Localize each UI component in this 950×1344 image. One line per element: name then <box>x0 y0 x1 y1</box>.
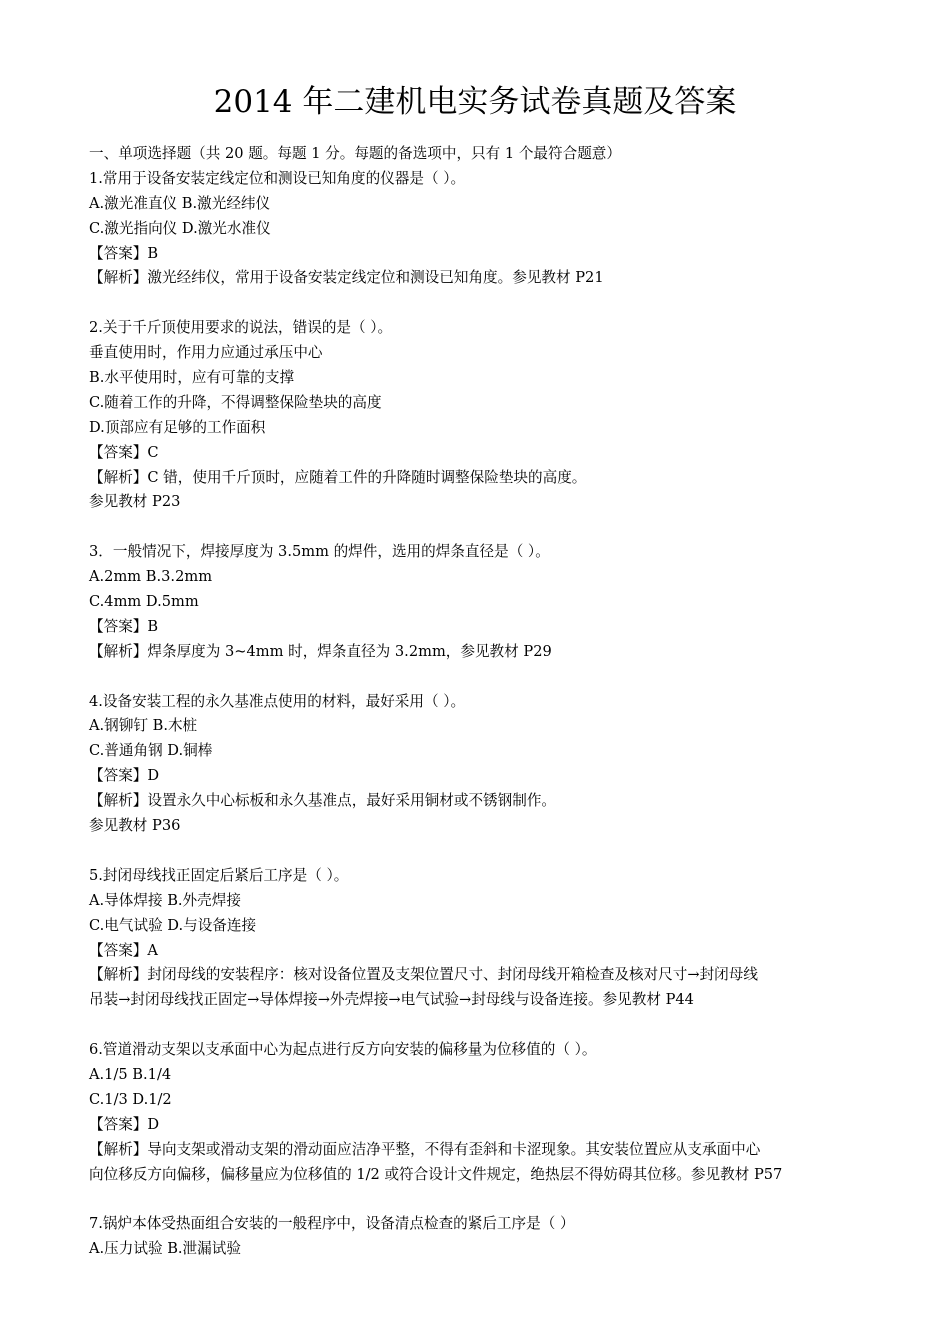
question-stem: 2.关于千斤顶使用要求的说法，错误的是（ ）。 <box>89 319 393 337</box>
question-answer: 【答案】A <box>89 941 158 959</box>
spacer <box>89 839 869 864</box>
question-options: A.2mm B.3.2mm <box>89 568 213 586</box>
spacer <box>89 515 869 540</box>
document-title: 2014 年二建机电实务试卷真题及答案 <box>213 84 737 120</box>
question-stem: 7.锅炉本体受热面组合安装的一般程序中，设备清点检查的紧后工序是（ ） <box>89 1215 575 1233</box>
document-body <box>89 142 869 1262</box>
question-stem: 4.设备安装工程的永久基准点使用的材料，最好采用（ ）。 <box>89 692 466 710</box>
question-stem: 1.常用于设备安装定线定位和测设已知角度的仪器是（ ）。 <box>89 169 466 187</box>
question-5 <box>89 864 869 1013</box>
question-4 <box>89 690 869 839</box>
question-options: A.压力试验 B.泄漏试验 <box>89 1240 241 1258</box>
question-7 <box>89 1212 869 1262</box>
section-header: 一、单项选择题（共 20 题。每题 1 分。每题的备选项中，只有 1 个最符合题意） <box>89 145 621 162</box>
spacer <box>89 1013 869 1038</box>
question-options: C.随着工作的升降，不得调整保险垫块的高度 <box>89 393 382 411</box>
question-explanation: 【解析】封闭母线的安装程序：核对设备位置及支架位置尺寸、封闭母线开箱检查及核对尺寸→封闭母线 <box>89 966 758 984</box>
question-explanation-continued: 向位移反方向偏移，偏移量应为位移值的 1/2 或符合设计文件规定，绝热层不得妨碍其位移。参见教材 P57 <box>89 1165 783 1183</box>
question-options: D.顶部应有足够的工作面积 <box>89 418 266 436</box>
question-reference: 参见教材 P36 <box>89 817 181 835</box>
question-stem: 3．一般情况下，焊接厚度为 3.5mm 的焊件，选用的焊条直径是（ ）。 <box>89 543 550 561</box>
question-options: C.普通角钢 D.铜棒 <box>89 742 213 760</box>
question-answer: 【答案】D <box>89 767 160 785</box>
question-options: C.电气试验 D.与设备连接 <box>89 916 257 934</box>
question-explanation: 【解析】C 错，使用千斤顶时，应随着工件的升降随时调整保险垫块的高度。 <box>89 468 587 486</box>
question-answer: 【答案】B <box>89 244 159 262</box>
question-6 <box>89 1038 869 1187</box>
question-stem: 6.管道滑动支架以支承面中心为起点进行反方向安装的偏移量为位移值的（ ）。 <box>89 1041 597 1059</box>
question-answer: 【答案】C <box>89 443 159 461</box>
question-reference: 参见教材 P23 <box>89 493 181 511</box>
question-answer: 【答案】D <box>89 1115 160 1133</box>
spacer <box>89 291 869 316</box>
question-explanation: 【解析】激光经纬仪，常用于设备安装定线定位和测设已知角度。参见教材 P21 <box>89 269 604 287</box>
question-3 <box>89 540 869 664</box>
question-options: A.钢铆钉 B.木桩 <box>89 717 198 735</box>
question-2 <box>89 316 869 515</box>
question-explanation: 【解析】焊条厚度为 3~4mm 时，焊条直径为 3.2mm，参见教材 P29 <box>89 642 552 660</box>
spacer <box>89 665 869 690</box>
question-1 <box>89 167 869 291</box>
question-options: C.4mm D.5mm <box>89 593 199 611</box>
question-options: A.1/5 B.1/4 <box>89 1065 172 1083</box>
spacer <box>89 1187 869 1212</box>
question-explanation-continued: 吊装→封闭母线找正固定→导体焊接→外壳焊接→电气试验→封母线与设备连接。参见教材 P44 <box>89 991 694 1009</box>
question-options: B.水平使用时，应有可靠的支撑 <box>89 369 295 387</box>
question-answer: 【答案】B <box>89 617 159 635</box>
question-stem: 5.封闭母线找正固定后紧后工序是（ ）。 <box>89 866 349 884</box>
question-explanation: 【解析】设置永久中心标板和永久基准点，最好采用铜材或不锈钢制作。 <box>89 792 557 810</box>
question-options: C.激光指向仪 D.激光水准仪 <box>89 219 271 237</box>
question-explanation: 【解析】导向支架或滑动支架的滑动面应洁净平整，不得有歪斜和卡涩现象。其安装位置应从支承面中心 <box>89 1140 761 1158</box>
question-options: A.导体焊接 B.外壳焊接 <box>89 891 241 909</box>
question-options: 垂直使用时，作用力应通过承压中心 <box>89 344 323 362</box>
question-options: C.1/3 D.1/2 <box>89 1090 172 1108</box>
question-options: A.激光准直仪 B.激光经纬仪 <box>89 194 271 212</box>
